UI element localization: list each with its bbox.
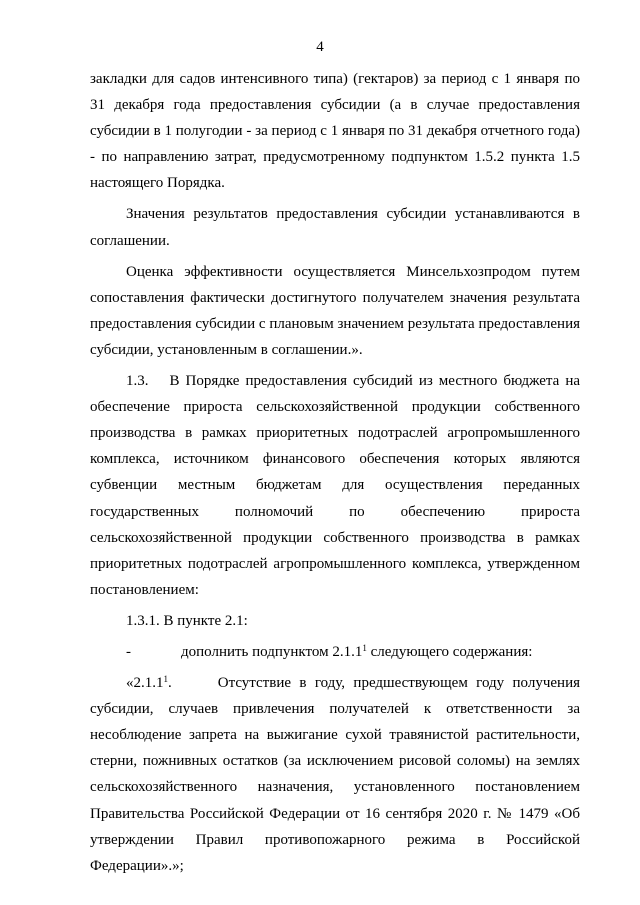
amendment-text-a: дополнить подпунктом 2.1.1 xyxy=(181,643,363,660)
paragraph-results-agreement: Значения результатов предоставления субсидии устанавливаются в соглашении. xyxy=(90,206,580,249)
document-body xyxy=(90,66,580,879)
superscript: 1 xyxy=(362,642,367,653)
list-dash: - xyxy=(126,643,131,660)
subclause-number: «2.1.1 xyxy=(126,675,164,692)
paragraph-efficiency-assessment: Оценка эффективности осуществляется Минсельхозпродом путем сопоставления фактически достигнутого получателем значения результата предоставления субсидии с плановым значением результата предоставления субсидии, установленным в соглашении.». xyxy=(90,263,580,358)
paragraph-results-period: закладки для садов интенсивного типа) (гектаров) за период с 1 января по 31 декабря года предоставления субсидии (а в случае предоставления субсидии в 1 полугодии - за период с 1 января по 31 декабря отчетного года) - по направлению затрат, предусмотренному подпунктом 1.5.2 пункта 1.5 настоящего Порядка. xyxy=(90,71,580,192)
clause-number: 1.3. xyxy=(126,373,149,390)
subclause-text: Отсутствие в году, предшествующем году получения субсидии, случаев привлечения получателей к ответственности за несоблюдение запрета на выжигание сухой травянистой растительности, стерни, пожнивных остатков (за исключением рисовой соломы) на землях сельскохозяйственного назначения, установленного постановлением Правительства Российской Федерации от 16 сентября 2020 г. № 1479 «Об утверждении Правил противопожарного режима в Российской Федерации».»; xyxy=(90,675,580,874)
superscript: 1 xyxy=(163,674,168,685)
paragraph-1-3-1: 1.3.1. В пункте 2.1: xyxy=(126,612,248,629)
clause-text: В Порядке предоставления субсидий из местного бюджета на обеспечение прироста сельскохозяйственной продукции собственного производства в рамках приоритетных подотраслей агропромышленного комплекса, источником финансового обеспечения которых являются субвенции местным бюджетам для осуществления переданных государственных полномочий по обеспечению прироста сельскохозяйственной продукции собственного производства в рамках приоритетных подотраслей агропромышленного комплекса, утвержденном постановлением: xyxy=(90,373,580,598)
paragraph-2-1-1-1 xyxy=(90,670,580,879)
paragraph-dash-item xyxy=(90,639,580,665)
paragraph-1-3 xyxy=(90,368,580,603)
page-number: 4 xyxy=(316,39,324,55)
subclause-dot: . xyxy=(168,675,172,692)
amendment-text-b: следующего содержания: xyxy=(366,643,533,660)
